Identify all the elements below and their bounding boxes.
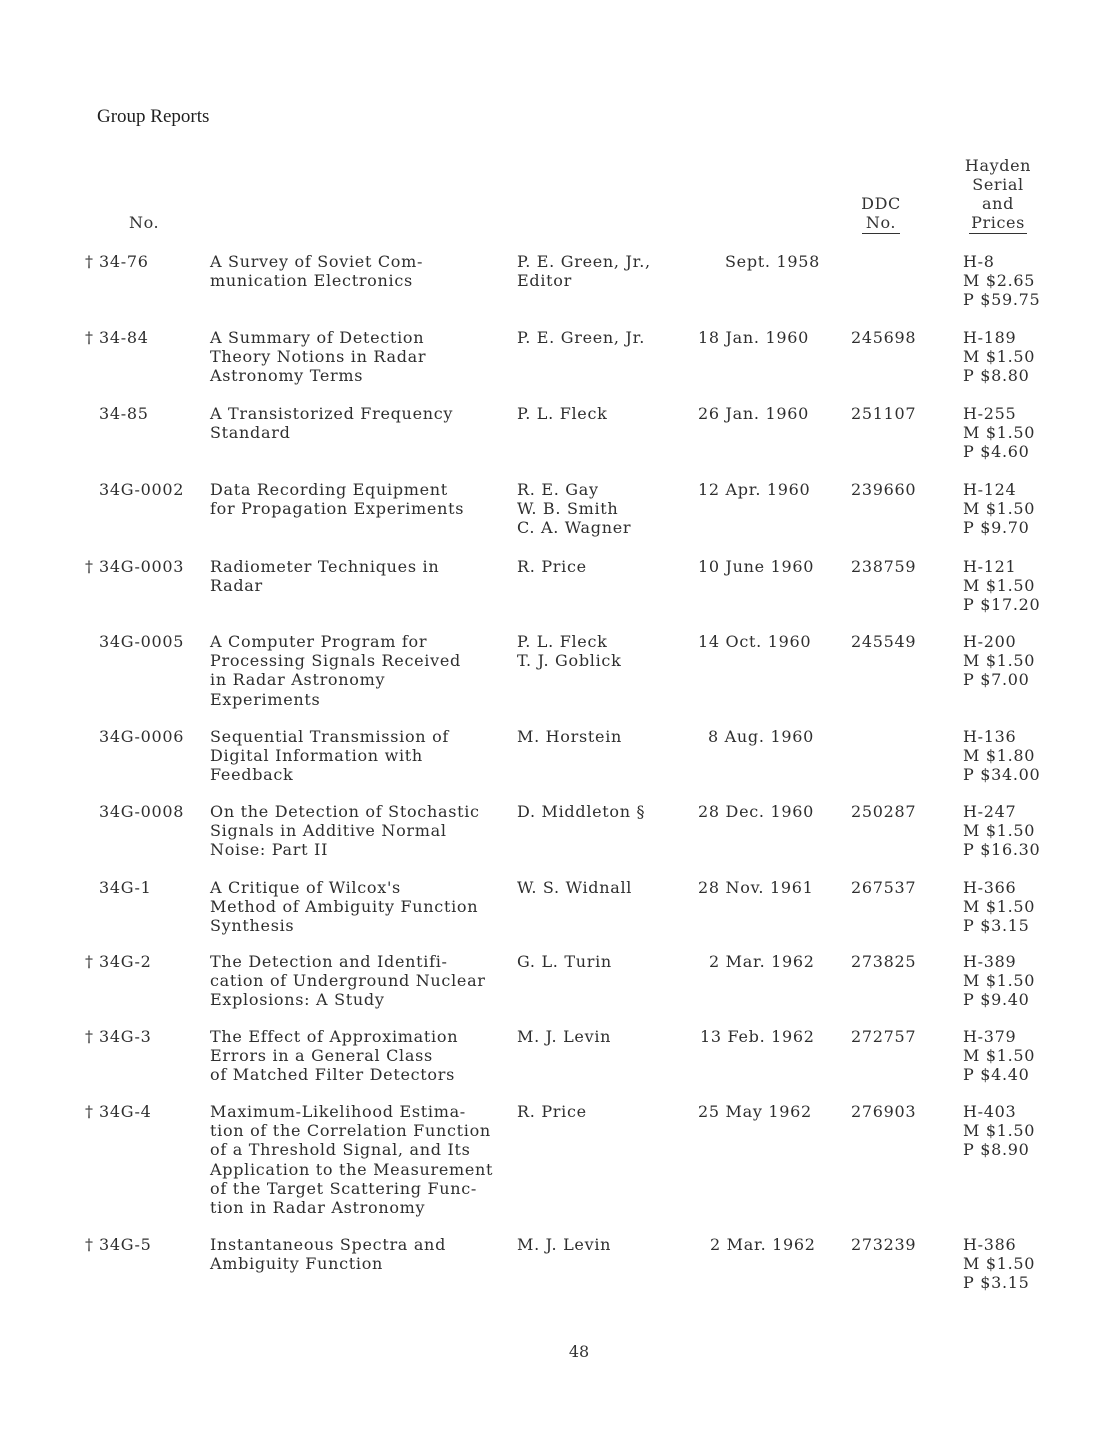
hayden-serial-prices: H-124 M $1.50 P $9.70 <box>963 480 1036 538</box>
page-number: 48 <box>568 1342 590 1361</box>
report-number: 34G-3 <box>99 1027 152 1046</box>
ddc-header-line1: DDC <box>861 194 901 213</box>
report-date: 2 Mar. 1962 <box>709 952 815 971</box>
ddc-number: 245549 <box>851 632 917 651</box>
report-number: 34-85 <box>99 404 149 423</box>
hayden-serial-prices: H-386 M $1.50 P $3.15 <box>963 1235 1036 1293</box>
report-number: 34G-0005 <box>99 632 185 651</box>
report-authors: P. E. Green, Jr. <box>517 328 645 347</box>
dagger-mark: † <box>85 252 94 271</box>
report-number: 34G-0008 <box>99 802 185 821</box>
column-header-ddc <box>852 194 910 234</box>
report-number: 34G-0002 <box>99 480 185 499</box>
report-date: 2 Mar. 1962 <box>710 1235 816 1254</box>
ddc-header-line2: No. <box>862 213 900 234</box>
report-date: 26 Jan. 1960 <box>698 404 809 423</box>
ddc-number: 276903 <box>851 1102 917 1121</box>
hayden-header-line3: and <box>982 194 1014 213</box>
ddc-number: 239660 <box>851 480 917 499</box>
report-number: 34G-5 <box>99 1235 152 1254</box>
report-number: 34G-2 <box>99 952 152 971</box>
ddc-number: 251107 <box>851 404 917 423</box>
column-header-hayden <box>958 156 1038 234</box>
ddc-number: 273825 <box>851 952 917 971</box>
hayden-serial-prices: H-379 M $1.50 P $4.40 <box>963 1027 1036 1085</box>
hayden-serial-prices: H-200 M $1.50 P $7.00 <box>963 632 1036 690</box>
report-number: 34G-0006 <box>99 727 185 746</box>
report-number: 34-76 <box>99 252 149 271</box>
report-title: A Survey of Soviet Com- munication Electronics <box>210 252 424 291</box>
report-date: 28 Nov. 1961 <box>698 878 814 897</box>
report-authors: P. L. Fleck T. J. Goblick <box>517 632 622 671</box>
report-title: A Computer Program for Processing Signals Received in Radar Astronomy Experiments <box>210 632 461 709</box>
hayden-serial-prices: H-189 M $1.50 P $8.80 <box>963 328 1036 386</box>
hayden-serial-prices: H-403 M $1.50 P $8.90 <box>963 1102 1036 1160</box>
report-title: A Summary of Detection Theory Notions in Radar Astronomy Terms <box>210 328 427 386</box>
report-title: Sequential Transmission of Digital Information with Feedback <box>210 727 450 785</box>
report-title: The Effect of Approximation Errors in a General Class of Matched Filter Detectors <box>210 1027 459 1085</box>
ddc-number: 273239 <box>851 1235 917 1254</box>
ddc-number: 250287 <box>851 802 917 821</box>
report-title: The Detection and Identifi- cation of Underground Nuclear Explosions: A Study <box>210 952 486 1010</box>
report-authors: G. L. Turin <box>517 952 612 971</box>
report-authors: M. J. Levin <box>517 1027 612 1046</box>
report-number: 34G-4 <box>99 1102 152 1121</box>
hayden-header-line2: Serial <box>972 175 1024 194</box>
report-date: 18 Jan. 1960 <box>698 328 809 347</box>
hayden-serial-prices: H-8 M $2.65 P $59.75 <box>963 252 1041 310</box>
report-date: 28 Dec. 1960 <box>698 802 814 821</box>
report-title: Maximum-Likelihood Estima- tion of the Correlation Function of a Threshold Signal, and Its Application to the Measurement of the Target Scattering Func- tion in Radar Astronomy <box>210 1102 494 1218</box>
report-title: A Transistorized Frequency Standard <box>210 404 454 443</box>
hayden-serial-prices: H-255 M $1.50 P $4.60 <box>963 404 1036 462</box>
dagger-mark: † <box>85 557 94 576</box>
dagger-mark: † <box>85 952 94 971</box>
report-title: Radiometer Techniques in Radar <box>210 557 440 596</box>
hayden-header-line1: Hayden <box>964 156 1032 175</box>
report-title: Data Recording Equipment for Propagation Experiments <box>210 480 465 519</box>
report-authors: R. Price <box>517 1102 587 1121</box>
report-title: On the Detection of Stochastic Signals in Additive Normal Noise: Part II <box>210 802 480 860</box>
report-authors: P. L. Fleck <box>517 404 608 423</box>
column-header-no: No. <box>129 213 160 232</box>
report-authors: R. E. Gay W. B. Smith C. A. Wagner <box>517 480 632 538</box>
hayden-serial-prices: H-366 M $1.50 P $3.15 <box>963 878 1036 936</box>
hayden-serial-prices: H-389 M $1.50 P $9.40 <box>963 952 1036 1010</box>
dagger-mark: † <box>85 1027 94 1046</box>
hayden-serial-prices: H-121 M $1.50 P $17.20 <box>963 557 1041 615</box>
dagger-mark: † <box>85 1102 94 1121</box>
report-authors: M. J. Levin <box>517 1235 612 1254</box>
dagger-mark: † <box>85 1235 94 1254</box>
ddc-number: 267537 <box>851 878 917 897</box>
report-authors: M. Horstein <box>517 727 623 746</box>
report-date: 13 Feb. 1962 <box>700 1027 815 1046</box>
ddc-number: 238759 <box>851 557 917 576</box>
report-date: 14 Oct. 1960 <box>698 632 812 651</box>
report-date: 12 Apr. 1960 <box>698 480 811 499</box>
report-date: 10 June 1960 <box>698 557 815 576</box>
section-title: Group Reports <box>97 106 210 127</box>
report-authors: D. Middleton § <box>517 802 646 821</box>
report-date: Sept. 1958 <box>725 252 820 271</box>
hayden-serial-prices: H-247 M $1.50 P $16.30 <box>963 802 1041 860</box>
report-date: 25 May 1962 <box>698 1102 812 1121</box>
report-number: 34-84 <box>99 328 149 347</box>
hayden-header-line4: Prices <box>971 213 1025 232</box>
dagger-mark: † <box>85 328 94 347</box>
report-number: 34G-0003 <box>99 557 185 576</box>
report-date: 8 Aug. 1960 <box>708 727 814 746</box>
report-authors: W. S. Widnall <box>517 878 633 897</box>
report-title: Instantaneous Spectra and Ambiguity Function <box>210 1235 447 1274</box>
ddc-number: 245698 <box>851 328 917 347</box>
hayden-serial-prices: H-136 M $1.80 P $34.00 <box>963 727 1041 785</box>
report-authors: R. Price <box>517 557 587 576</box>
report-number: 34G-1 <box>99 878 152 897</box>
ddc-number: 272757 <box>851 1027 917 1046</box>
report-authors: P. E. Green, Jr., Editor <box>517 252 651 291</box>
report-title: A Critique of Wilcox's Method of Ambiguity Function Synthesis <box>210 878 479 936</box>
